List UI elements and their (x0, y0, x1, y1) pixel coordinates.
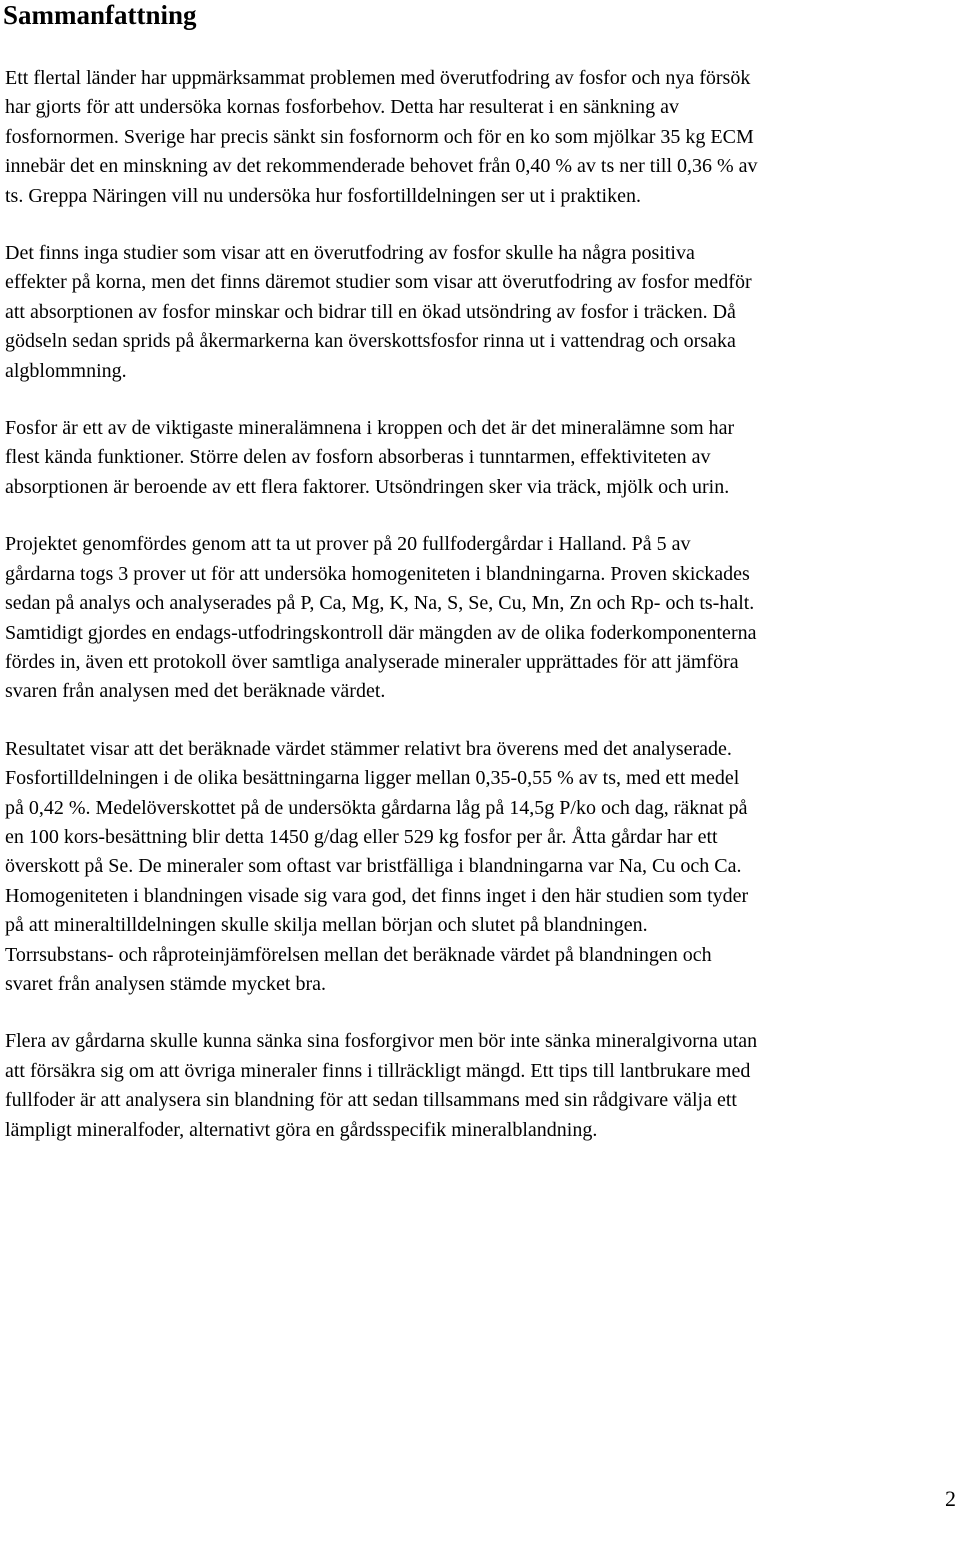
text-line: flest kända funktioner. Större delen av fosforn absorberas i tunntarmen, effektiviteten av (5, 446, 711, 469)
text-line: effekter på korna, men det finns däremot studier som visar att överutfodring av fosfor medför (5, 271, 752, 294)
paragraph-5 (5, 735, 935, 1000)
text-line: svaret från analysen stämde mycket bra. (5, 972, 326, 995)
paragraph-6 (5, 1027, 935, 1145)
text-line: fosfornormen. Sverige har precis sänkt sin fosfornorm och för en ko som mjölkar 35 kg ECM (5, 125, 754, 148)
text-line: Projektet genomfördes genom att ta ut prover på 20 fullfodergårdar i Halland. På 5 av (5, 533, 691, 556)
document-body (5, 64, 935, 1173)
text-line: Fosfortilldelningen i de olika besättningarna ligger mellan 0,35-0,55 % av ts, med ett medel (5, 767, 740, 790)
text-line: Fosfor är ett av de viktigaste mineralämnena i kroppen och det är det mineralämne som har (5, 417, 735, 440)
text-line: gödseln sedan sprids på åkermarkerna kan överskottsfosfor rinna ut i vattendrag och orsaka (5, 330, 736, 353)
text-line: fullfoder är att analysera sin blandning för att sedan tillsammans med sin rådgivare välja ett (5, 1089, 737, 1112)
text-line: på att mineraltilldelningen skulle skilja mellan början och slutet på blandningen. (5, 914, 648, 937)
paragraph-3 (5, 414, 935, 502)
text-line: svaren från analysen med det beräknade värdet. (5, 680, 386, 703)
text-line: Flera av gårdarna skulle kunna sänka sina fosforgivor men bör inte sänka mineralgivorna utan (5, 1030, 758, 1053)
paragraph-4 (5, 530, 935, 706)
page-number: 2 (945, 1486, 956, 1511)
text-line: att försäkra sig om att övriga mineraler finns i tillräckligt mängd. Ett tips till lantbrukare med (5, 1059, 751, 1082)
text-line: Ett flertal länder har uppmärksammat problemen med överutfodring av fosfor och nya försök (5, 67, 751, 89)
text-line: lämpligt mineralfoder, alternativt göra en gårdsspecifik mineralblandning. (5, 1118, 598, 1141)
text-line: sedan på analys och analyserades på P, Ca, Mg, K, Na, S, Se, Cu, Mn, Zn och Rp- och ts-halt. (5, 592, 755, 615)
text-line: Samtidigt gjordes en endags-utfodringskontroll där mängden av de olika foderkomponenterna (5, 621, 757, 644)
text-line: innebär det en minskning av det rekommenderade behovet från 0,40 % av ts ner till 0,36 % av (5, 155, 758, 178)
text-line: algblommning. (5, 359, 127, 382)
paragraph-2 (5, 239, 935, 386)
text-line: har gjorts för att undersöka kornas fosforbehov. Detta har resulterat i en sänkning av (5, 96, 680, 119)
text-line: gårdarna togs 3 prover ut för att undersöka homogeniteten i blandningarna. Proven skickades (5, 562, 750, 585)
text-line: fördes in, även ett protokoll över samtliga analyserade mineraler upprättades för att jämföra (5, 650, 739, 673)
text-line: Resultatet visar att det beräknade värdet stämmer relativt bra överens med det analyserade. (5, 737, 732, 760)
page-title: Sammanfattning (3, 0, 197, 30)
text-line: överskott på Se. De mineraler som oftast var bristfälliga i blandningarna var Na, Cu och Ca. (5, 855, 742, 878)
paragraph-1 (5, 64, 935, 211)
text-line: Homogeniteten i blandningen visade sig vara god, det finns inget i den här studien som tyder (5, 884, 749, 907)
text-line: absorptionen är beroende av ett flera faktorer. Utsöndringen sker via träck, mjölk och urin. (5, 475, 730, 498)
text-line: Det finns inga studier som visar att en överutfodring av fosfor skulle ha några positiva (5, 242, 695, 265)
text-line: ts. Greppa Näringen vill nu undersöka hur fosfortilldelningen ser ut i praktiken. (5, 184, 641, 207)
text-line: Torrsubstans- och råproteinjämförelsen mellan det beräknade värdet på blandningen och (5, 943, 712, 966)
text-line: en 100 kors-besättning blir detta 1450 g/dag eller 529 kg fosfor per år. Åtta gårdar har ett (5, 825, 718, 848)
text-line: på 0,42 %. Medelöverskottet på de undersökta gårdarna låg på 14,5g P/ko och dag, räknat på (5, 796, 748, 819)
text-line: att absorptionen av fosfor minskar och bidrar till en ökad utsöndring av fosfor i träcken. Då (5, 300, 736, 323)
